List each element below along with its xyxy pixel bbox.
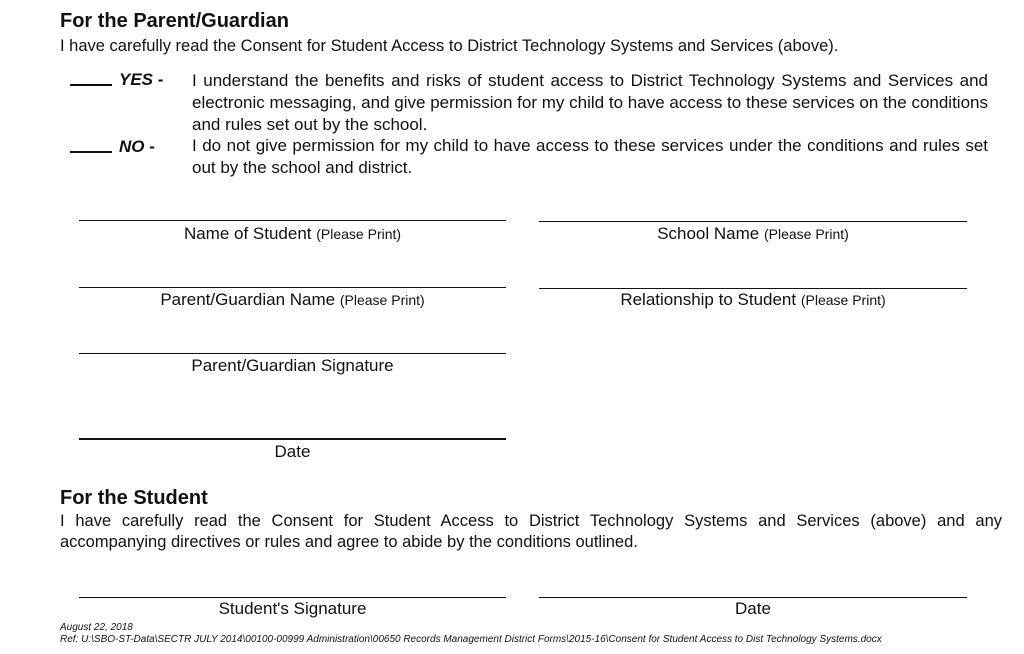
- parent-date-line[interactable]: [79, 438, 506, 440]
- relationship-note: (Please Print): [800, 292, 886, 308]
- yes-choice-blank[interactable]: [70, 70, 112, 91]
- student-name-line[interactable]: [79, 220, 506, 221]
- student-name-caption: [79, 224, 506, 244]
- footer-date: August 22, 2018: [60, 622, 133, 633]
- no-choice-blank[interactable]: [70, 137, 112, 158]
- student-name-label: Name of Student: [183, 224, 312, 243]
- parent-section-title: For the Parent/Guardian: [60, 10, 289, 32]
- no-option-text: I do not give permission for my child to have access to these services under the conditions and rules set out by the school and district.: [192, 136, 988, 177]
- parent-signature-caption: Parent/Guardian Signature: [191, 356, 394, 375]
- parent-name-line[interactable]: [79, 287, 506, 288]
- parent-signature-line[interactable]: [79, 353, 506, 354]
- student-signature-line[interactable]: [79, 597, 506, 598]
- parent-name-caption: [79, 290, 506, 310]
- student-date-caption: Date: [735, 599, 771, 618]
- parent-section-intro: I have carefully read the Consent for Student Access to District Technology Systems and Services (above).: [60, 37, 839, 55]
- relationship-caption: [539, 290, 967, 310]
- student-signature-caption: Student's Signature: [218, 599, 367, 618]
- yes-option-text: I understand the benefits and risks of student access to District Technology Systems and Services and electronic messaging, and give permission for my child to have access to these services on the conditions and rules set out by the school.: [192, 71, 988, 134]
- student-date-line[interactable]: [539, 597, 967, 598]
- relationship-line[interactable]: [539, 288, 967, 289]
- school-name-label: School Name: [657, 224, 760, 243]
- school-name-line[interactable]: [539, 221, 967, 222]
- parent-name-label: Parent/Guardian Name: [160, 290, 336, 309]
- student-section-title: For the Student: [60, 487, 208, 509]
- school-name-note: (Please Print): [763, 226, 849, 242]
- parent-name-note: (Please Print): [339, 292, 425, 308]
- parent-date-caption: Date: [274, 442, 311, 461]
- relationship-label: Relationship to Student: [620, 290, 797, 309]
- student-name-note: (Please Print): [316, 226, 402, 242]
- yes-label: YES -: [119, 70, 164, 89]
- school-name-caption: [539, 224, 967, 244]
- footer-ref: Ref: U:\SBO-ST-Data\SECTR JULY 2014\00100-00999 Administration\00650 Records Management District Forms\2015-16\Consent for Student Access to Dist Technology Systems.docx: [60, 634, 882, 645]
- student-section-intro: I have carefully read the Consent for Student Access to District Technology Systems and Services (above) and any accompanying directives or rules and agree to abide by the conditions outlined.: [60, 512, 1002, 551]
- no-label: NO -: [119, 137, 155, 156]
